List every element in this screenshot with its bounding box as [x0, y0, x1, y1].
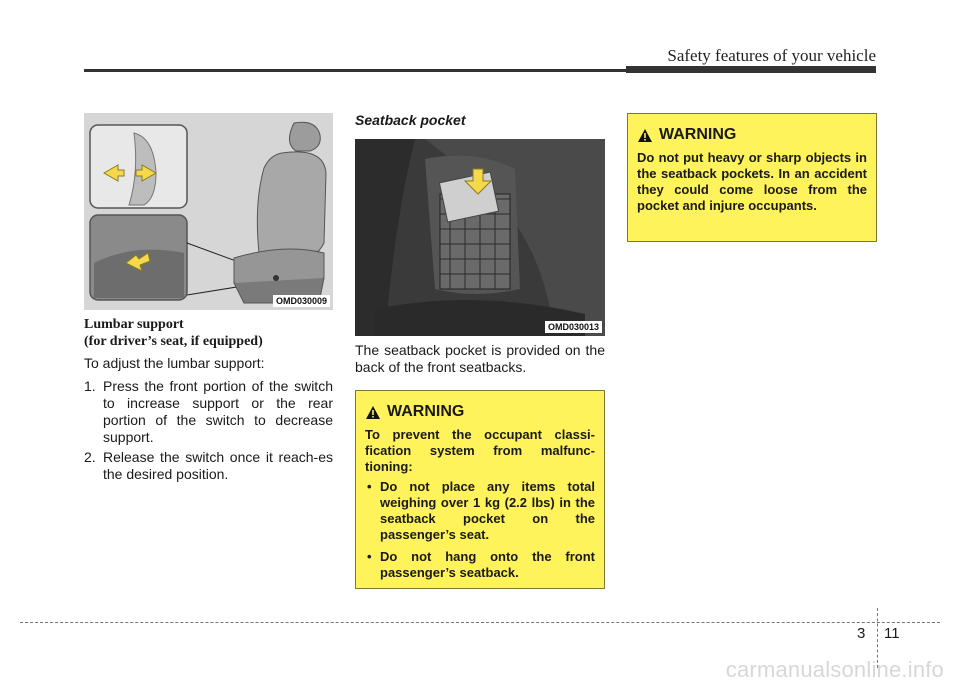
bullet-icon: •	[367, 479, 372, 494]
warning-triangle-icon	[365, 405, 381, 420]
seat-drawing	[84, 113, 333, 310]
warning-label: WARNING	[387, 403, 465, 420]
lumbar-heading: Lumbar support	[84, 317, 184, 332]
warning-item-text: Do not place any items total weighing over 1 kg (2.2 lbs) in the seatback pocket on the passenger’s seat.	[380, 479, 595, 542]
warning-item-text: Do not hang onto the front passenger’s seatback.	[380, 549, 595, 580]
seatback-body: The seatback pocket is provided on the back of the front seatbacks.	[355, 342, 605, 375]
pocket-illustration	[355, 139, 605, 336]
lumbar-section	[84, 316, 333, 486]
list-item	[365, 549, 595, 581]
lumbar-intro: To adjust the lumbar support:	[84, 355, 265, 371]
warning-header	[365, 403, 595, 421]
header-rule-accent	[626, 66, 876, 73]
page-number: 11	[884, 625, 900, 642]
warning-text: Do not put heavy or sharp objects in the seatback pockets. In an accident they could come loose from the pocket and injure occupants.	[637, 150, 867, 213]
warning-header	[637, 126, 867, 144]
step-text: Press the front portion of the switch to increase support or the rear portion of the switch to decrease support.	[103, 378, 333, 445]
warning-list	[365, 479, 595, 581]
lumbar-steps	[84, 378, 333, 483]
step-number: 2.	[84, 449, 96, 465]
warning-triangle-icon	[637, 128, 653, 143]
chapter-number: 3	[857, 625, 866, 642]
warning-occupant-classification	[355, 390, 605, 589]
pocket-drawing	[355, 139, 605, 336]
list-item	[84, 378, 333, 446]
bullet-icon: •	[367, 549, 372, 564]
watermark: carmanualsonline.info	[725, 657, 944, 682]
warning-label: WARNING	[659, 126, 737, 143]
step-number: 1.	[84, 378, 96, 394]
footer-rule	[20, 622, 940, 623]
list-item	[365, 479, 595, 543]
header-title: Safety features of your vehicle	[667, 46, 876, 65]
list-item	[84, 449, 333, 483]
lumbar-heading-qualifier: (for driver’s seat, if equipped)	[84, 334, 263, 349]
step-text: Release the switch once it reach-es the desired position.	[103, 449, 333, 482]
seat-illustration	[84, 113, 333, 310]
warning-pocket-objects	[627, 113, 877, 242]
figure-caption: OMD030009	[273, 295, 330, 307]
figure-caption: OMD030013	[545, 321, 602, 333]
seatback-title: Seatback pocket	[355, 112, 466, 128]
warning-intro: To prevent the occupant classi-fication system from malfunc-tioning:	[365, 427, 595, 474]
